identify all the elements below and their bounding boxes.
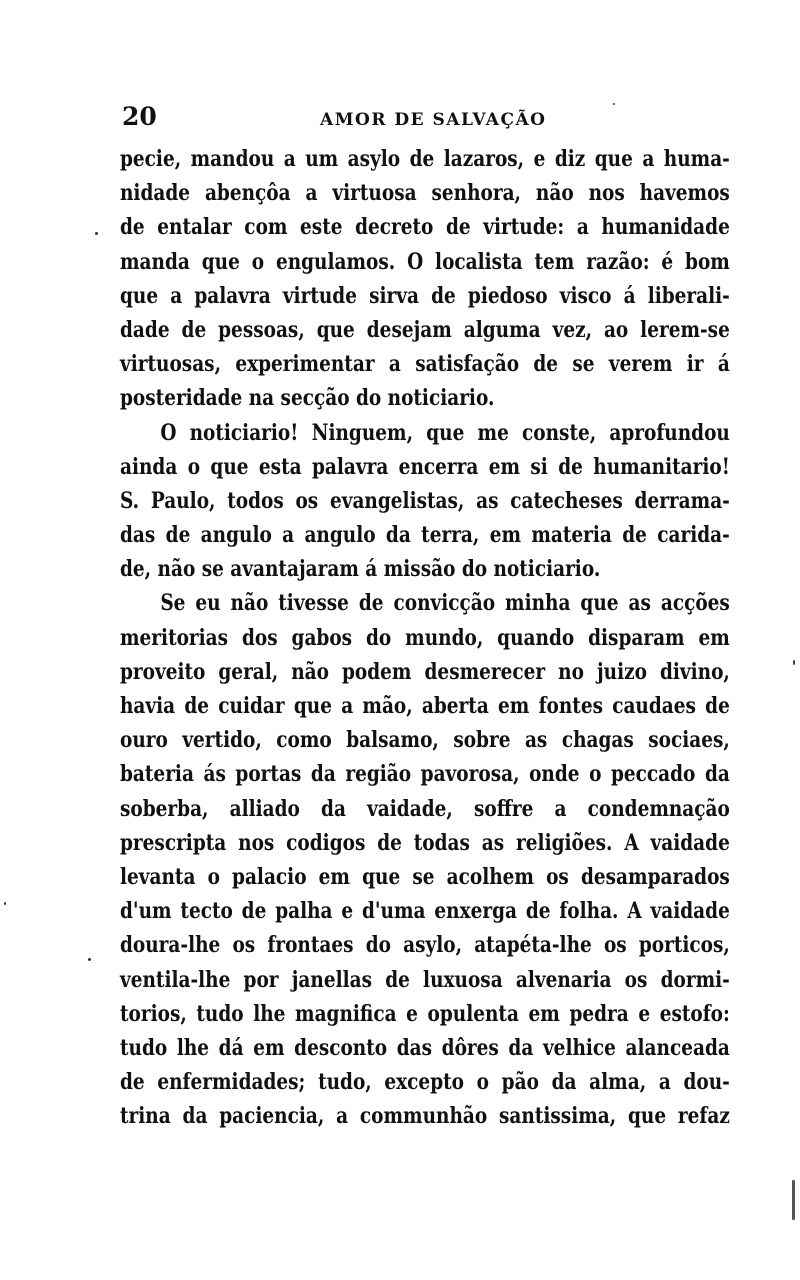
text-line: meritorias dos gabos do mundo, quando disparam em [120,624,730,651]
text-line: pecie, mandou a um asylo de lazaros, e diz que a huma- [120,146,730,172]
text-line: soberba, alliado da vaidade, soffre a condemnação [120,795,730,822]
text-line: ventila-lhe por janellas de luxuosa alvenaria os dormi- [120,966,730,993]
scan-speck [792,1180,795,1220]
text-line: que a palavra virtude sirva de piedoso visco á liberali- [120,282,730,309]
scan-speck [4,902,6,905]
text-line: posteridade na secção do noticiario. [120,385,495,412]
text-line: doura-lhe os frontaes do asylo, atapéta-lhe os porticos, [120,932,730,959]
text-line: proveito geral, não podem desmerecer no juizo divino, [120,658,730,685]
scan-speck [88,958,91,961]
scan-speck [793,660,795,665]
scan-speck [95,232,98,235]
text-line: ouro vertido, como balsamo, sobre as chagas sociaes, [120,727,730,754]
text-line: tudo lhe dá em desconto das dôres da velhice alanceada [120,1034,730,1061]
text-line: de entalar com este decreto de virtude: a humanidade [120,214,730,241]
text-line: trina da paciencia, a communhão santissima, que refaz [120,1103,730,1130]
page-header [120,102,730,142]
text-line: bateria ás portas da região pavorosa, onde o peccado da [120,761,730,788]
page-number: 20 [122,102,157,131]
text-line: S. Paulo, todos os evangelistas, as catecheses derrama- [120,487,730,514]
text-line: nidade abençôa a virtuosa senhora, não nos havemos [120,180,730,207]
scan-speck [613,103,615,105]
text-line: Se eu não tivesse de convicção minha que as acções [160,590,730,617]
text-line: havia de cuidar que a mão, aberta em fontes caudaes de [120,693,730,719]
text-line: d'um tecto de palha e d'uma enxerga de folha. A vaidade [120,898,730,925]
text-line: O noticiario! Ninguem, que me conste, aprofundou [160,419,730,446]
text-line: levanta o palacio em que se acolhem os desamparados [120,863,730,890]
running-title: AMOR DE SALVAÇÃO [320,110,547,130]
text-line: de, não se avantajaram á missão do noticiario. [120,556,601,583]
text-line: de enfermidades; tudo, excepto o pão da alma, a dou- [120,1069,730,1096]
text-line: torios, tudo lhe magnifica e opulenta em pedra e estofo: [120,1000,730,1027]
text-line: virtuosas, experimentar a satisfação de se verem ir á [120,351,730,378]
text-line: das de angulo a angulo da terra, em materia de carida- [120,522,730,549]
text-line: ainda o que esta palavra encerra em si de humanitario! [120,453,730,480]
text-line: manda que o engulamos. O localista tem razão: é bom [120,248,730,275]
text-line: dade de pessoas, que desejam alguma vez, ao lerem-se [120,316,730,343]
body-text [120,142,730,1133]
text-line: prescripta nos codigos de todas as religiões. A vaidade [120,829,730,856]
